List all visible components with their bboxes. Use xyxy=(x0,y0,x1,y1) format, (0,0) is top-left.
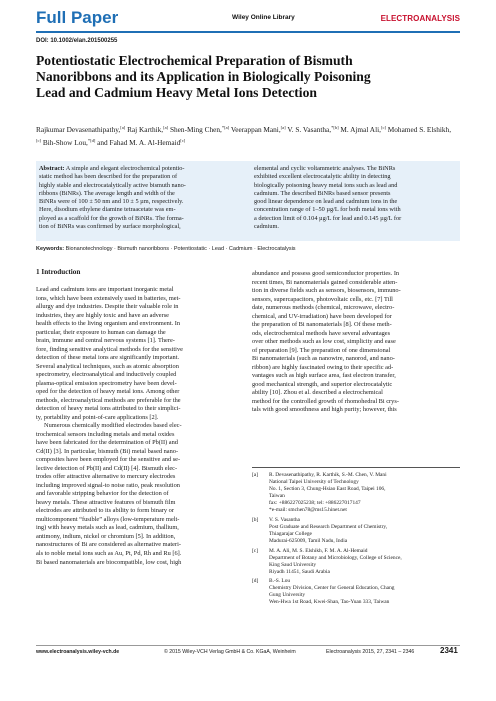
abstract-line xyxy=(39,198,242,206)
author-name: M. Ajmal Ali, xyxy=(340,125,381,134)
affiliation-divider xyxy=(252,467,460,468)
abstract-text: tion of BiNRs was confirmed by surface morphological, xyxy=(39,223,181,231)
footer-rule xyxy=(36,645,460,646)
body-line: plasma-optical emission spectrometry have been devel- xyxy=(36,379,177,387)
author-name: V. S. Vasantha, xyxy=(287,125,332,134)
body-line: nanostructures of Bi are considered as alternative materi- xyxy=(36,541,181,549)
body-line: brain, immune and central nervous systems [1]. There- xyxy=(36,337,175,345)
abstract-line: good linear dependence on lead and cadmium ions in the xyxy=(254,198,398,206)
author-name: and Fahad M. A. Al-Hemaid xyxy=(97,137,181,147)
affiliation-line: V. S. Vasantha xyxy=(269,516,300,523)
abstract-line xyxy=(39,190,242,198)
affiliation-line: *e-mail: smchen78@ms15.hinet.net xyxy=(269,507,347,514)
author-name: Veerappan Mani, xyxy=(230,125,281,134)
affiliation-line: Riyadh 11451, Saudi Arabia xyxy=(269,568,330,575)
body-line: ribbon) are highly fascinated owing to their specific ad- xyxy=(252,363,394,371)
body-line: of preparation [9]. The preparation of one dimensional xyxy=(252,346,391,354)
page-number: 2341 xyxy=(440,646,458,655)
body-line: detection of these metal ions are significantly important. xyxy=(36,354,180,362)
author-affiliation-mark: [a] xyxy=(163,125,169,130)
author-affiliation-mark: [c] xyxy=(180,137,186,143)
body-line: Cd(II) [3]. In particular, bismuth (Bi) metal based nano- xyxy=(36,447,179,455)
article-type-label: Full Paper xyxy=(36,8,119,27)
abstract-left-column xyxy=(39,165,242,231)
body-line: Several analytical techniques, such as atomic absorption xyxy=(36,362,179,370)
body-line: als to noble metal ions such as Au, Pt, Pd, Rh and Ru [6]. xyxy=(36,549,182,557)
author-name: Raj Karthik, xyxy=(127,125,164,134)
affiliation-line: Madurai-625009, Tamil Nadu, India xyxy=(269,538,348,545)
abstract-right-column xyxy=(254,165,457,231)
abstract-line: cadmium. The described BiNRs based sensor presents xyxy=(254,189,391,197)
affiliation-line: B.-S. Lou xyxy=(269,578,291,585)
body-line: antimony, indium, nickel or chromium [5]. In addition, xyxy=(36,532,176,540)
body-line: sensors, supercapacitors, photovoltaic cells, etc. [7] Till xyxy=(252,295,393,303)
author-name: Shen-Ming Chen, xyxy=(169,125,222,134)
affiliation-line: King Saud University xyxy=(269,561,317,568)
body-line: have been fabricated for the determination of Pb(II) and xyxy=(36,439,178,447)
title-line: Nanoribbons and its Application in Biologically Poisoning xyxy=(36,69,371,84)
affiliation-line: M. A. Ali, M. S. Elshikh, F. M. A. Al-Hemaid xyxy=(269,547,368,554)
abstract-line: biologically poisoning heavy metal ions such as lead and xyxy=(254,181,398,189)
body-line: recent times, Bi nanomaterials gained considerable atten- xyxy=(252,278,398,286)
abstract-line: concentration range of 1–50 µg/L for both metal ions with xyxy=(254,206,401,214)
affiliation-line: Chemistry Division, Center for General Education, Chang xyxy=(269,585,395,592)
abstract-text: static method has been described for the preparation of xyxy=(39,173,178,181)
abstract-line xyxy=(39,223,242,231)
body-line: ty, portability and point-of-care applications [2]. xyxy=(36,413,159,421)
body-line: fore, finding sensitive analytical methods for the sensitive xyxy=(36,345,183,353)
abstract-text: BiNRs were of 100 ± 50 nm and 10 ± 5 µm, respectively. xyxy=(39,198,184,206)
author-name: Mohamed S. Elshikh, xyxy=(387,125,452,134)
abstract-line: exhibited excellent electrocatalytic ability in detecting xyxy=(254,173,391,181)
author-affiliation-mark: *[d] xyxy=(87,137,96,143)
author-affiliation-mark: [c] xyxy=(36,137,41,143)
affiliation-line: Department of Botany and Microbiology, College of Science, xyxy=(269,554,402,561)
author-affiliation-mark: [a] xyxy=(120,125,126,130)
body-left-column xyxy=(36,286,244,567)
affiliation-entry xyxy=(252,517,462,545)
affiliation-entry xyxy=(252,578,462,606)
body-paragraph xyxy=(36,422,244,567)
keywords-label: Keywords: xyxy=(36,246,65,252)
title-line: Potentiostatic Electrochemical Preparation of Bismuth xyxy=(36,53,353,68)
affiliation-entry xyxy=(252,548,462,576)
affiliation-label: [c] xyxy=(252,547,258,554)
abstract-text: ployed as a scaffold for the growth of BiNRs. The forma- xyxy=(39,214,184,222)
abstract-line xyxy=(39,215,242,223)
body-line: chemical, and UV-irradiation) have been developed for xyxy=(252,312,392,320)
article-title xyxy=(36,53,446,101)
body-line: Numerous chemically modified electrodes based elec- xyxy=(44,422,182,430)
body-line: spectrometry, electroanalytical and inductively coupled xyxy=(36,371,177,379)
keywords-text: Bionanotechnology · Bismuth nanoribbons · Potentiostatic · Lead · Cadmium · Electrocatalysis xyxy=(65,246,296,252)
author-affiliation-mark: *[a] xyxy=(221,125,230,130)
body-line: health effects to the living organism and environment. In xyxy=(36,320,181,328)
author-name: Rajkumar Devasenathipathy, xyxy=(36,125,121,134)
abstract-line: elemental and cyclic voltammetric analyses. The BiNRs xyxy=(254,165,396,172)
body-line: over other methods such as low cost, simplicity and ease xyxy=(252,338,396,346)
abstract-line xyxy=(39,182,242,190)
affiliation-line: fax: +886227025238; tel: +886227017147 xyxy=(269,500,361,507)
journal-name: ELECTROANALYSIS xyxy=(380,14,460,23)
affiliation-line: Wen-Hwa 1st Road, Kwei-Shan, Tao-Yuan 333, Taiwan xyxy=(269,599,390,606)
affiliation-line: R. Devasenathipathy, R. Karthik, S.-M. Chen, V. Mani xyxy=(269,472,387,478)
author-affiliation-mark: [a] xyxy=(280,125,286,130)
keywords-line xyxy=(36,246,460,252)
body-line: oped for the detection of heavy metal ions. Among other xyxy=(36,388,180,396)
body-line: good mechanical strength, and superior electrocatalytic xyxy=(252,380,393,388)
footer-citation: Electroanalysis 2015, 27, 2341 – 2346 xyxy=(326,649,415,655)
body-line: industries, they are highly toxic and have an adverse xyxy=(36,311,169,319)
body-line: electrodes are attributed to its ability to form binary or xyxy=(36,507,174,515)
body-line: and favorable stripping behavior for the detection of xyxy=(36,490,169,498)
wiley-online-library-logo: Wiley Online Library xyxy=(232,14,295,21)
author-affiliation-mark: [c] xyxy=(380,125,386,130)
abstract-line: a detection limit of 0.104 µg/L for lead and 0.145 µg/L for xyxy=(254,214,402,222)
body-right-column xyxy=(252,270,460,415)
section-heading: 1 Introduction xyxy=(36,268,81,276)
footer-copyright: © 2015 Wiley-VCH Verlag GmbH & Co. KGaA, Weinheim xyxy=(164,649,296,655)
abstract-line xyxy=(39,165,242,173)
body-line: abundance and possess good semiconductor properties. In xyxy=(252,270,400,277)
affiliation-label: [a] xyxy=(252,472,258,478)
author-name: Bih-Show Lou, xyxy=(42,137,88,147)
abstract-line xyxy=(39,173,242,181)
affiliation-line: Post Graduate and Research Department of Chemistry, xyxy=(269,523,388,530)
body-line: date, numerous methods (chemical, microwave, electro- xyxy=(252,304,395,312)
body-line: particular, their exposure to human can damage the xyxy=(36,328,166,336)
abstract-text: A simple and elegant electrochemical potentio- xyxy=(65,165,185,172)
body-line: ions, which have been extensively used in batteries, met- xyxy=(36,294,181,302)
body-line: methods, electroanalytical methods are preferable for the xyxy=(36,396,181,404)
body-line: the preparation of Bi nanomaterials [8]. Of these meth- xyxy=(252,321,392,329)
body-line: ods, electrochemical methods have several advantages xyxy=(252,329,391,337)
author-list xyxy=(36,123,456,148)
title-line: Lead and Cadmium Heavy Metal Ions Detection xyxy=(36,85,317,100)
body-line: lective detection of Pb(II) and Cd(II) [4]. Bismuth elec- xyxy=(36,464,178,472)
abstract-box xyxy=(36,161,460,241)
body-paragraph xyxy=(36,286,244,422)
body-line: Lead and cadmium ions are important inorganic metal xyxy=(36,286,174,293)
author-affiliation-mark: *[b] xyxy=(331,125,339,130)
body-line: multicomponent “fusible” alloys (low-temperature melt- xyxy=(36,515,180,523)
abstract-text: highly stable and electrocatalytically active bismuth nano- xyxy=(39,181,186,189)
abstract-line: cadmium. xyxy=(254,223,280,231)
affiliation-line: National Taipei University of Technology xyxy=(269,479,359,486)
body-line: trochemical sensors including metals and metal oxides xyxy=(36,430,175,438)
body-line: heavy metals. These attractive features of bismuth film xyxy=(36,498,176,506)
body-line: Bi nanomaterials (such as nanowire, nanorod, and nano- xyxy=(252,355,395,363)
affiliation-line: Thiagarajar College xyxy=(269,531,312,538)
body-line: tals with good smoothness and high purity; however, this xyxy=(252,406,397,414)
body-line: vantages such as high surface area, fast electron transfer, xyxy=(252,372,396,380)
abstract-line xyxy=(39,206,242,214)
body-line: detection of heavy metal ions attributed to their simplici- xyxy=(36,405,181,413)
affiliation-label: [d] xyxy=(252,578,259,585)
body-line: trodes offer attractive alternative to mercury electrodes xyxy=(36,473,176,481)
body-line: ability [10]. Zhou et al. described a electrochemical xyxy=(252,389,383,397)
affiliation-line: No. 1, Section 3, Chung-Hsiao East Road, Taipei 106, xyxy=(269,486,386,493)
body-line: tion in diverse fields such as sensors, biosensors, immuno- xyxy=(252,287,401,295)
body-line: composites have been employed for the sensitive and se- xyxy=(36,456,181,464)
body-line: ing) with heavy metals such as lead, cadmium, thallium, xyxy=(36,524,179,532)
body-line: allurgy and dye industries. Despite their valuable role in xyxy=(36,303,179,311)
affiliation-label: [b] xyxy=(252,516,259,523)
affiliations xyxy=(252,472,462,609)
body-line: method for the controlled growth of rhomohedral Bi crys- xyxy=(252,397,399,405)
header-rule xyxy=(36,31,460,33)
affiliation-line: Gung University xyxy=(269,592,306,599)
doi-line: DOI: 10.1002/elan.201500255 xyxy=(36,38,118,44)
body-line: including improved signal-to noise ratio, peak resolution xyxy=(36,481,180,489)
body-line: Bi based nanomaterials are biocompatible, low cost, high xyxy=(36,558,182,566)
affiliation-line: Taiwan xyxy=(269,493,285,500)
abstract-label: Abstract: xyxy=(39,165,65,172)
affiliation-entry xyxy=(252,472,462,515)
abstract-text: ribbons (BiNRs). The average length and width of the xyxy=(39,189,175,197)
footer-url: www.electroanalysis.wiley-vch.de xyxy=(36,649,120,655)
abstract-text: Here, disodium ethylene diamine tetraacetate was em- xyxy=(39,206,176,214)
